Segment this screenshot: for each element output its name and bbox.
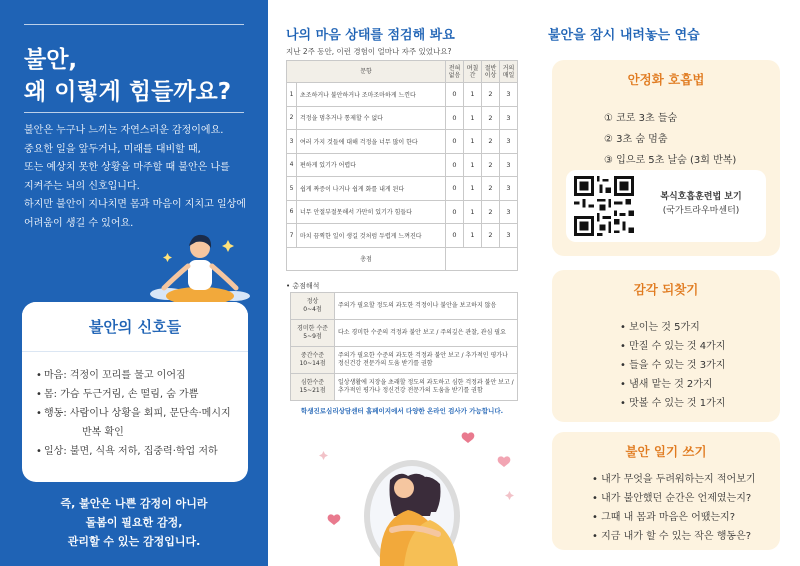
middle-panel: [268, 0, 530, 566]
intro-line: 중요한 일을 앞두거나, 미래를 대비할 때,: [24, 143, 201, 155]
checkup-title: 나의 마음 상태를 점검해 봐요: [286, 28, 455, 43]
score-option[interactable]: 2: [482, 177, 500, 201]
score-option[interactable]: 3: [500, 200, 518, 224]
signs-title: 불안의 신호들: [22, 302, 248, 352]
score-option[interactable]: 0: [446, 83, 464, 107]
score-option[interactable]: 3: [500, 106, 518, 130]
breathing-step: ② 3초 숨 멈춤: [604, 134, 668, 145]
breathing-steps: [604, 108, 736, 171]
item-number: 6: [287, 200, 297, 224]
qr-caption-source: (국가트라우마센터): [662, 206, 740, 216]
score-option[interactable]: 2: [482, 224, 500, 248]
closing-line: 돌봄이 필요한 감정,: [85, 516, 183, 529]
item-number: 3: [287, 130, 297, 154]
score-option[interactable]: 0: [446, 130, 464, 154]
score-option[interactable]: 2: [482, 83, 500, 107]
sign-text: 마음: 걱정이 꼬리를 물고 이어짐: [44, 370, 186, 381]
qr-link-box[interactable]: [566, 170, 766, 242]
sign-text-continued: 반복 확인: [82, 427, 124, 438]
list-item: • 냄새 맡는 것 2가지: [620, 375, 725, 394]
intro-line: 불안은 누구나 느끼는 자연스러운 감정이에요.: [24, 125, 224, 136]
sign-text: 일상: 불면, 식욕 저하, 집중력·학업 저하: [44, 446, 218, 457]
score-option[interactable]: 3: [500, 153, 518, 177]
diary-title: 불안 일기 쓰기: [625, 444, 707, 459]
divider-line: [24, 24, 244, 25]
signs-list: [36, 366, 242, 461]
list-item: • 지금 내가 할 수 있는 작은 행동은?: [592, 527, 756, 546]
title-line-1: 불안,: [24, 47, 78, 73]
qr-caption-title: 복식호흡훈련법 보기: [660, 192, 742, 202]
table-row: [287, 153, 518, 177]
left-title: [24, 44, 254, 108]
score-option[interactable]: 1: [464, 83, 482, 107]
list-item: • 그때 내 몸과 마음은 어땠는지?: [592, 508, 756, 527]
breathing-card: [552, 60, 780, 256]
left-panel: [0, 0, 268, 566]
intro-line: 지켜주는 뇌의 신호입니다.: [24, 180, 140, 192]
interp-level: 경미한 수준 5~9점: [291, 320, 335, 347]
table-row: [287, 130, 518, 154]
mirror-hug-illustration: [308, 420, 528, 566]
score-option[interactable]: 3: [500, 224, 518, 248]
header-col: 거의 매일: [500, 61, 518, 83]
score-option[interactable]: 2: [482, 106, 500, 130]
list-item: [36, 442, 242, 461]
right-panel: [530, 0, 800, 566]
sign-text: 행동: 사람이나 상황을 회피, 문단속·메시지: [44, 408, 231, 419]
score-option[interactable]: 3: [500, 177, 518, 201]
item-question: 편하게 있기가 어렵다: [297, 153, 446, 177]
interpretation-table: [290, 292, 518, 401]
title-line-2: 왜 이렇게 힘들까요?: [24, 79, 232, 105]
item-number: 5: [287, 177, 297, 201]
table-row: [287, 200, 518, 224]
list-item: • 들을 수 있는 것 3가지: [620, 356, 725, 375]
score-option[interactable]: 1: [464, 153, 482, 177]
item-number: 1: [287, 83, 297, 107]
interp-title: • 총점해석: [286, 282, 320, 290]
list-item: • 만질 수 있는 것 4가지: [620, 337, 725, 356]
closing-message: [14, 494, 254, 551]
meditation-illustration: [148, 226, 252, 306]
interp-level: 정상 0~4점: [291, 293, 335, 320]
table-row: [291, 293, 518, 320]
score-option[interactable]: 1: [464, 200, 482, 224]
checkup-table: [286, 60, 518, 271]
table-row: [291, 320, 518, 347]
divider-line: [24, 112, 244, 113]
item-number: 4: [287, 153, 297, 177]
sign-text: 몸: 가슴 두근거림, 손 떨림, 숨 가쁨: [44, 389, 199, 400]
interp-description: 주의가 필요할 정도의 과도한 걱정이나 불안을 보고하지 않음: [335, 293, 518, 320]
list-item: • 보이는 것 5가지: [620, 318, 725, 337]
header-col: 전혀 없음: [446, 61, 464, 83]
total-row: [287, 247, 518, 271]
breathing-step: ③ 입으로 5초 날숨 (3회 반복): [604, 155, 737, 166]
score-option[interactable]: 2: [482, 153, 500, 177]
list-item: • 맛볼 수 있는 것 1가지: [620, 394, 725, 413]
score-option[interactable]: 0: [446, 177, 464, 201]
item-question: 여러 가지 것들에 대해 걱정을 너무 많이 한다: [297, 130, 446, 154]
list-item: • 내가 무엇을 두려워하는지 적어보기: [592, 470, 756, 489]
total-score-cell[interactable]: [446, 247, 518, 271]
header-col: 며칠간: [464, 61, 482, 83]
table-row: [291, 347, 518, 374]
intro-line: 어려움이 생길 수 있어요.: [24, 217, 134, 229]
practice-title: 불안을 잠시 내려놓는 연습: [548, 28, 700, 43]
checkup-note: 지난 2주 동안, 이런 경험이 얼마나 자주 있었나요?: [286, 47, 452, 56]
intro-line: 하지만 불안이 지나치면 몸과 마음이 지치고 일상에: [24, 199, 246, 210]
list-item: [36, 404, 242, 442]
item-question: 초조하거나 불안하거나 조마조마하게 느낀다: [297, 83, 446, 107]
diary-card: [552, 432, 780, 550]
score-option[interactable]: 0: [446, 153, 464, 177]
table-header-row: [287, 61, 518, 83]
score-option[interactable]: 1: [464, 130, 482, 154]
table-row: [287, 177, 518, 201]
table-row: [287, 83, 518, 107]
breathing-title: 안정화 호흡법: [627, 72, 705, 87]
qr-caption: [640, 190, 762, 218]
breathing-step: ① 코로 3초 들숨: [604, 113, 678, 124]
senses-title: 감각 되찾기: [633, 282, 699, 297]
table-row: [287, 224, 518, 248]
score-option[interactable]: 0: [446, 106, 464, 130]
closing-line: 관리할 수 있는 감정입니다.: [67, 535, 201, 548]
center-link-text: 학생진로심리상담센터 홈페이지에서 다양한 온라인 검사가 가능합니다.: [300, 407, 504, 415]
diary-list: [592, 470, 756, 546]
header-col: 절반 이상: [482, 61, 500, 83]
list-item: [36, 385, 242, 404]
item-number: 2: [287, 106, 297, 130]
closing-line: 즉, 불안은 나쁜 감정이 아니라: [60, 497, 208, 510]
score-option[interactable]: 1: [464, 224, 482, 248]
total-label: 총점: [287, 247, 446, 271]
item-question: 쉽게 짜증이 나거나 쉽게 화를 내게 된다: [297, 177, 446, 201]
item-question: 너무 안절부절못해서 가만히 있기가 힘들다: [297, 200, 446, 224]
interp-level: 심한수준 15~21점: [291, 374, 335, 401]
senses-card: [552, 270, 780, 422]
score-option[interactable]: 0: [446, 224, 464, 248]
intro-line: 또는 예상치 못한 상황을 마주할 때 불안은 나를: [24, 162, 230, 173]
interp-description: 주의가 필요한 수준의 과도한 걱정과 불안 보고 / 추가적인 평가나 정신건강 전문가의 도움 받기를 권함: [335, 347, 518, 374]
header-item: 문항: [287, 61, 446, 83]
score-option[interactable]: 2: [482, 200, 500, 224]
list-item: • 내가 불안했던 순간은 언제였는지?: [592, 489, 756, 508]
table-row: [291, 374, 518, 401]
senses-list: [620, 318, 725, 413]
score-option[interactable]: 2: [482, 130, 500, 154]
item-question: 걱정을 멈추거나 통제할 수 없다: [297, 106, 446, 130]
qr-code-icon[interactable]: [574, 176, 634, 236]
item-number: 7: [287, 224, 297, 248]
list-item: [36, 366, 242, 385]
item-question: 마치 끔찍한 일이 생길 것처럼 두렵게 느껴진다: [297, 224, 446, 248]
interp-description: 다소 경미한 수준의 걱정과 불안 보고 / 주의깊은 관찰, 관심 필요: [335, 320, 518, 347]
intro-text: [24, 122, 252, 233]
score-option[interactable]: 1: [464, 177, 482, 201]
interp-level: 중간수준 10~14점: [291, 347, 335, 374]
table-row: [287, 106, 518, 130]
score-option[interactable]: 3: [500, 83, 518, 107]
score-option[interactable]: 1: [464, 106, 482, 130]
interp-description: 일상생활에 지장을 초래할 정도의 과도하고 심한 걱정과 불안 보고 / 추가적인 평가나 정신건강 전문가의 도움을 받기를 권함: [335, 374, 518, 401]
score-option[interactable]: 3: [500, 130, 518, 154]
score-option[interactable]: 0: [446, 200, 464, 224]
